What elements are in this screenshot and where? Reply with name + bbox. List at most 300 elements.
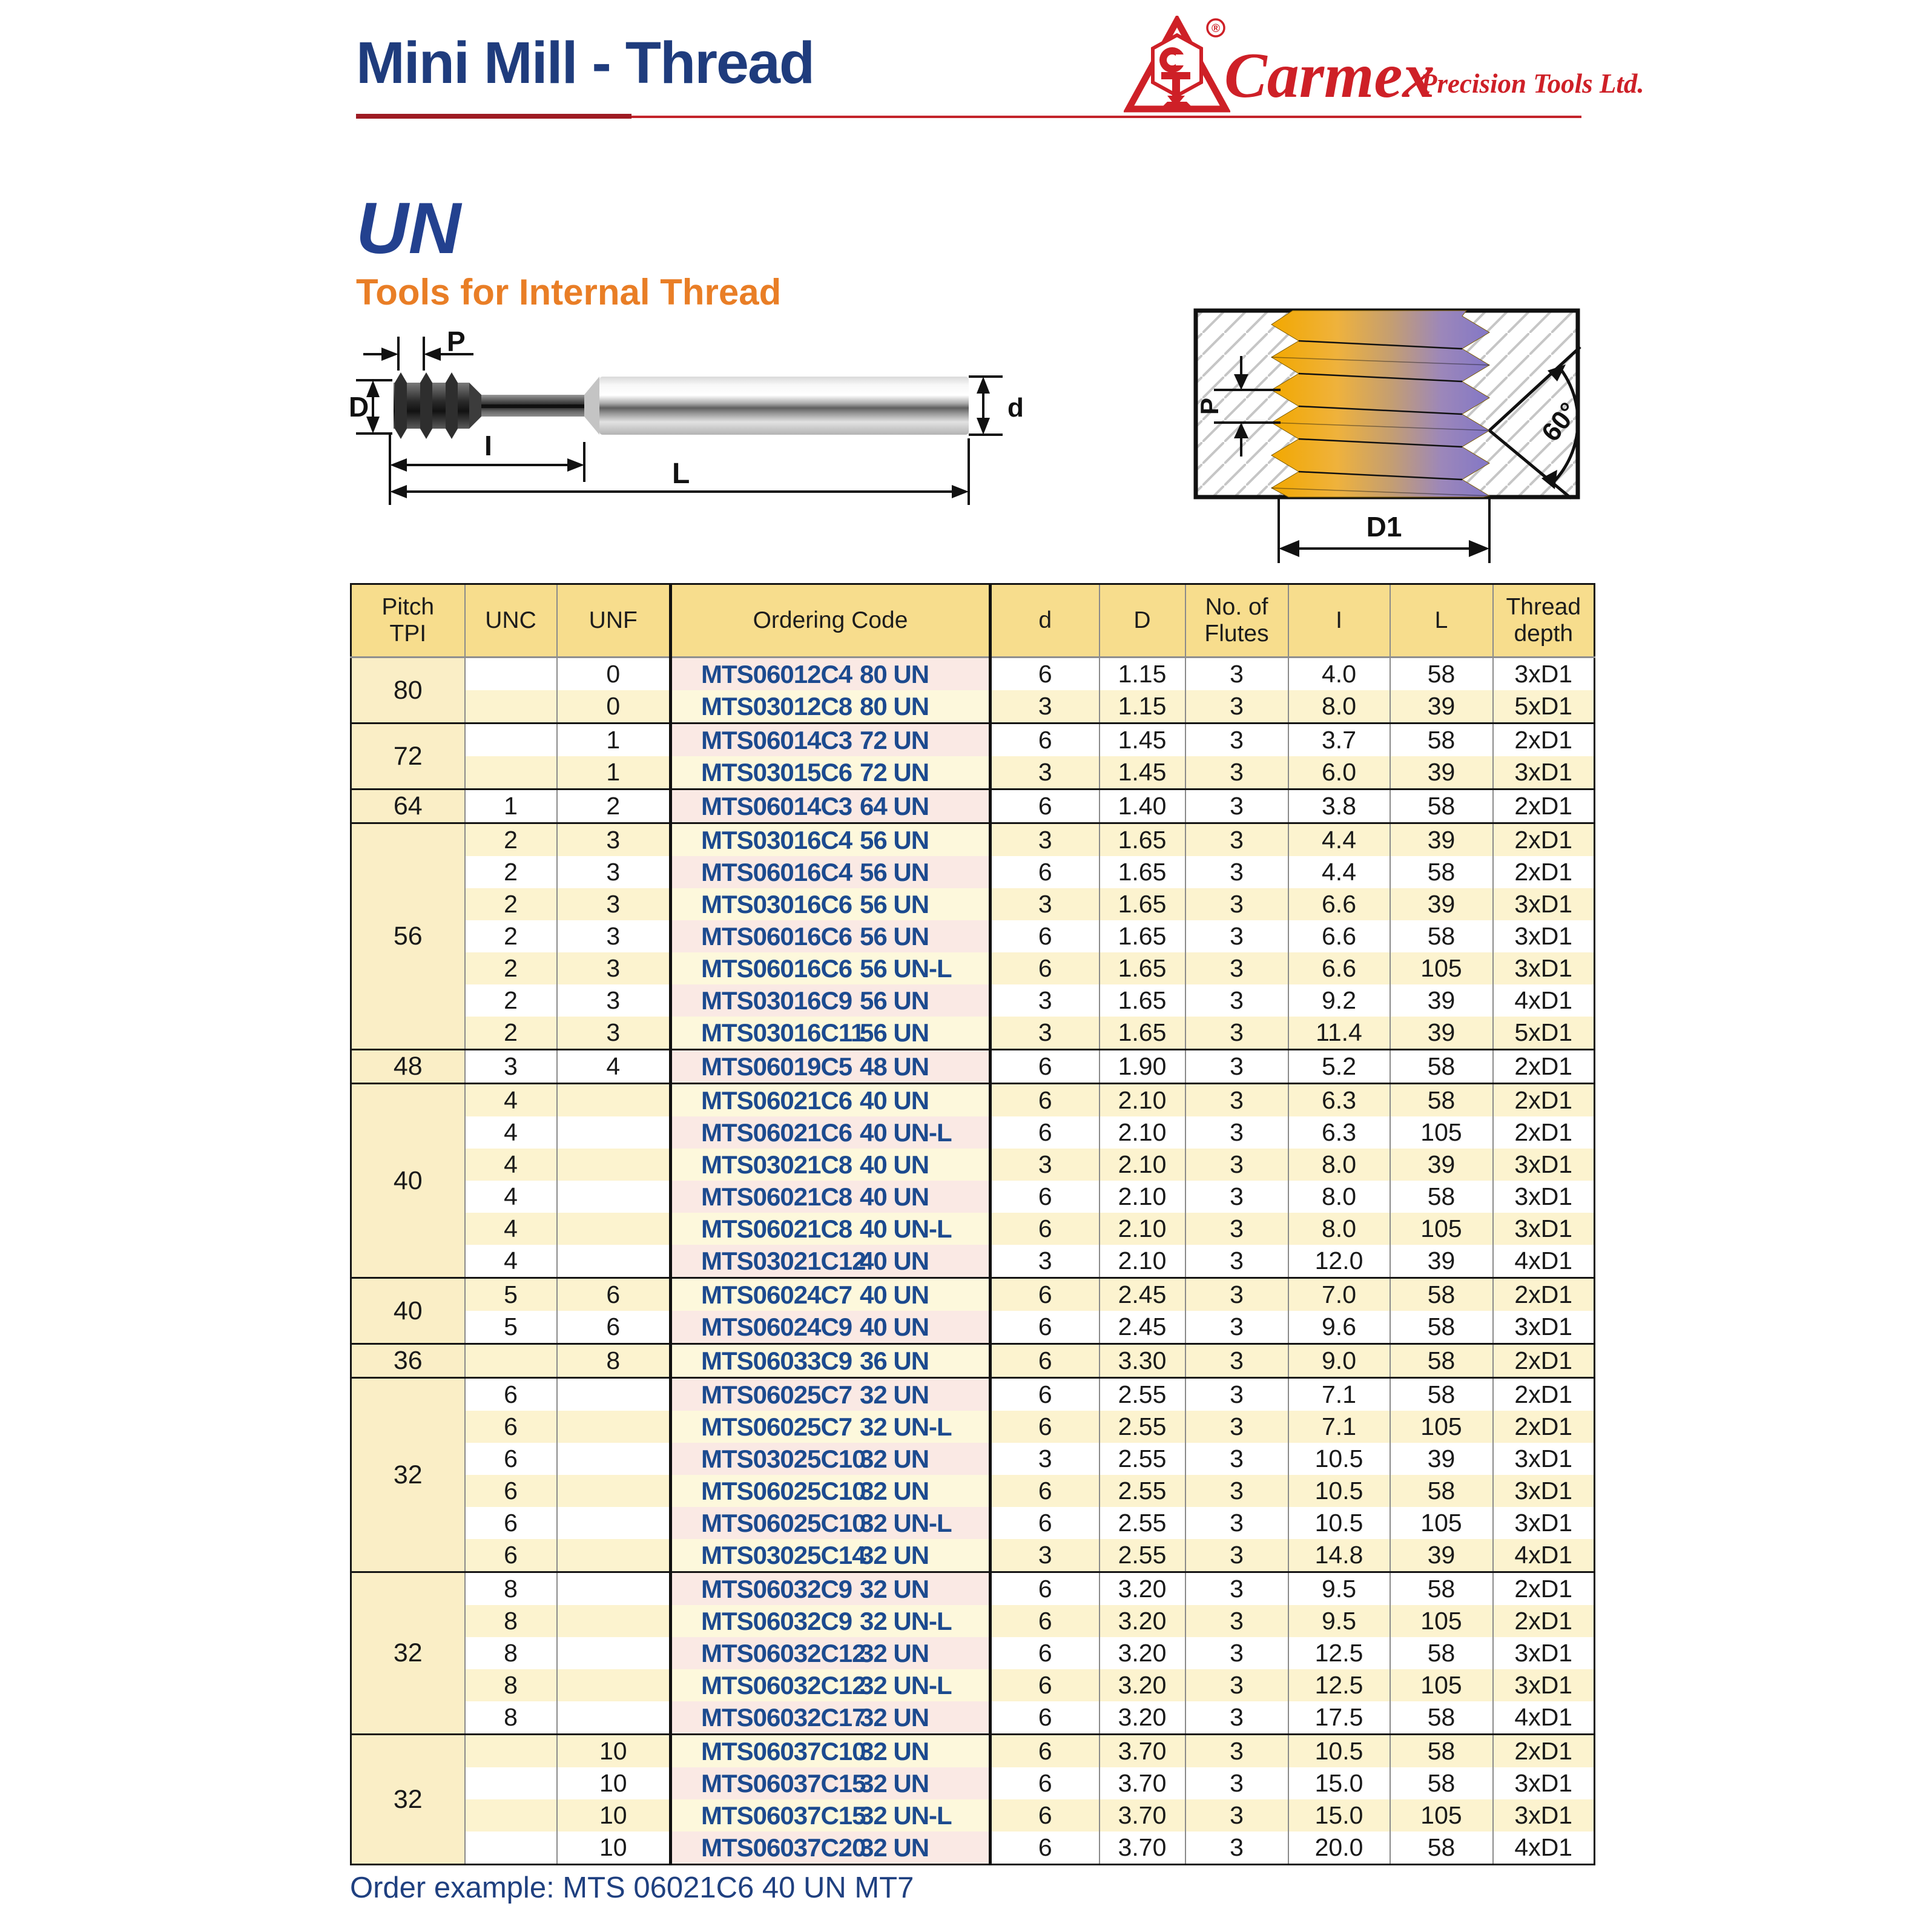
overall-length-cell: 39 — [1390, 690, 1493, 724]
flutes-cell: 3 — [1185, 1017, 1288, 1050]
flutes-cell: 3 — [1185, 1572, 1288, 1606]
unc-cell: 2 — [465, 888, 557, 920]
cut-dia-cell: 3.20 — [1100, 1701, 1185, 1735]
cut-dia-cell: 1.15 — [1100, 690, 1185, 724]
flutes-cell: 3 — [1185, 1475, 1288, 1507]
thread-designation: 56 UN — [860, 857, 929, 886]
ordering-code-cell — [671, 1539, 991, 1572]
overall-length-cell: 58 — [1390, 1637, 1493, 1669]
header-cell — [1493, 584, 1595, 658]
cut-dia-cell: 2.10 — [1100, 1084, 1185, 1117]
cut-dia-cell: 3.20 — [1100, 1605, 1185, 1637]
thread-designation: 80 UN — [860, 659, 929, 688]
flutes-cell: 3 — [1185, 1637, 1288, 1669]
overall-length-cell: 39 — [1390, 1245, 1493, 1278]
shank-dia-cell: 3 — [991, 984, 1100, 1017]
thread-depth-cell: 2xD1 — [1493, 1278, 1595, 1311]
tool-shank — [599, 377, 969, 435]
thread-depth-cell: 3xD1 — [1493, 1507, 1595, 1539]
cut-length-cell: 10.5 — [1288, 1475, 1390, 1507]
overall-length-cell: 105 — [1390, 952, 1493, 984]
unc-cell: 2 — [465, 952, 557, 984]
cut-length-cell: 4.0 — [1288, 658, 1390, 691]
header-line: No. of — [1205, 593, 1268, 620]
unf-cell: 8 — [557, 1344, 671, 1378]
ordering-code-cell — [671, 690, 991, 724]
overall-length-cell: 58 — [1390, 1572, 1493, 1606]
ordering-code-cell — [671, 790, 991, 823]
cut-dia-cell: 3.30 — [1100, 1344, 1185, 1378]
ordering-code: MTS03025C14 — [701, 1540, 866, 1569]
cut-length-cell: 5.2 — [1288, 1050, 1390, 1084]
table-row — [351, 1116, 1595, 1149]
unc-cell: 8 — [465, 1701, 557, 1735]
table-row — [351, 1378, 1595, 1411]
ordering-code-cell — [671, 1669, 991, 1701]
unc-cell: 2 — [465, 984, 557, 1017]
shank-dia-cell: 6 — [991, 1378, 1100, 1411]
cut-length-cell: 3.8 — [1288, 790, 1390, 823]
pitch-cell: 64 — [351, 790, 465, 823]
unc-cell: 5 — [465, 1278, 557, 1311]
unf-cell — [557, 1411, 671, 1443]
overall-length-cell: 58 — [1390, 1831, 1493, 1865]
cut-length-cell: 10.5 — [1288, 1735, 1390, 1768]
overall-length-cell: 105 — [1390, 1213, 1493, 1245]
unc-cell — [465, 1344, 557, 1378]
cut-length-cell: 10.5 — [1288, 1507, 1390, 1539]
table-row — [351, 920, 1595, 952]
thread-depth-cell: 3xD1 — [1493, 1637, 1595, 1669]
thread-designation: 72 UN — [860, 757, 929, 786]
spec-table-body — [351, 658, 1595, 1865]
profile-pitch-label: P — [1195, 397, 1224, 415]
overall-length-cell: 58 — [1390, 790, 1493, 823]
ordering-code: MTS06012C4 — [701, 659, 852, 688]
thread-depth-cell: 3xD1 — [1493, 1799, 1595, 1831]
cut-dia-cell: 2.10 — [1100, 1245, 1185, 1278]
table-row — [351, 724, 1595, 757]
cut-length-cell: 8.0 — [1288, 1213, 1390, 1245]
cut-dia-cell: 3.70 — [1100, 1767, 1185, 1799]
thread-depth-cell: 3xD1 — [1493, 1669, 1595, 1701]
cut-length-cell: 10.5 — [1288, 1443, 1390, 1475]
ordering-code-cell — [671, 856, 991, 888]
thread-depth-cell: 3xD1 — [1493, 888, 1595, 920]
cut-length-cell: 9.2 — [1288, 984, 1390, 1017]
cut-dia-cell: 1.40 — [1100, 790, 1185, 823]
table-row — [351, 1443, 1595, 1475]
thread-depth-cell: 3xD1 — [1493, 658, 1595, 691]
header-line: Flutes — [1204, 621, 1269, 647]
flutes-cell: 3 — [1185, 658, 1288, 691]
unc-cell — [465, 1799, 557, 1831]
unc-cell: 6 — [465, 1378, 557, 1411]
thread-depth-cell: 2xD1 — [1493, 1378, 1595, 1411]
overall-length-cell: 58 — [1390, 724, 1493, 757]
flutes-cell: 3 — [1185, 756, 1288, 790]
table-row — [351, 1084, 1595, 1117]
table-row — [351, 690, 1595, 724]
ordering-code-cell — [671, 1084, 991, 1117]
ordering-code: MTS06025C10 — [701, 1508, 866, 1537]
unc-cell: 4 — [465, 1213, 557, 1245]
shank-dia-cell: 6 — [991, 1411, 1100, 1443]
table-row — [351, 1213, 1595, 1245]
unc-cell: 6 — [465, 1443, 557, 1475]
shank-dia-cell: 6 — [991, 1181, 1100, 1213]
ordering-code: MTS06016C4 — [701, 857, 852, 886]
thread-designation: 32 UN-L — [860, 1606, 952, 1635]
ordering-code: MTS06021C6 — [701, 1086, 852, 1115]
thread-depth-cell: 3xD1 — [1493, 756, 1595, 790]
unf-cell: 4 — [557, 1050, 671, 1084]
cut-length-cell: 9.5 — [1288, 1572, 1390, 1606]
header-cell — [557, 584, 671, 658]
overall-length-cell: 39 — [1390, 823, 1493, 857]
ordering-code-cell — [671, 1213, 991, 1245]
cut-length-cell: 6.3 — [1288, 1084, 1390, 1117]
ordering-code-cell — [671, 1411, 991, 1443]
thread-depth-cell: 3xD1 — [1493, 920, 1595, 952]
unf-cell: 3 — [557, 984, 671, 1017]
pitch-cell: 40 — [351, 1084, 465, 1278]
shank-dia-cell: 6 — [991, 1116, 1100, 1149]
thread-designation: 32 UN — [860, 1638, 929, 1667]
ordering-code: MTS03021C12 — [701, 1246, 866, 1275]
flutes-cell: 3 — [1185, 1050, 1288, 1084]
table-row — [351, 952, 1595, 984]
thread-designation: 56 UN — [860, 889, 929, 918]
ordering-code-cell — [671, 1116, 991, 1149]
ordering-code: MTS03016C11 — [701, 1018, 865, 1047]
flutes-cell: 3 — [1185, 1767, 1288, 1799]
shank-dia-cell: 6 — [991, 920, 1100, 952]
ordering-code-cell — [671, 1637, 991, 1669]
carmex-logo-icon — [1124, 16, 1230, 117]
header-line: Thread — [1506, 593, 1581, 620]
flutes-cell: 3 — [1185, 1116, 1288, 1149]
thread-depth-cell: 2xD1 — [1493, 1050, 1595, 1084]
unc-cell: 6 — [465, 1539, 557, 1572]
pitch-cell: 36 — [351, 1344, 465, 1378]
ordering-code: MTS06032C9 — [701, 1574, 852, 1603]
thread-depth-cell: 2xD1 — [1493, 856, 1595, 888]
ordering-code-cell — [671, 1311, 991, 1344]
thread-designation: 48 UN — [860, 1052, 929, 1081]
shank-dia-cell: 6 — [991, 790, 1100, 823]
thread-designation: 32 UN-L — [860, 1801, 952, 1830]
registered-mark: ® — [1212, 22, 1220, 35]
ordering-code-cell — [671, 1245, 991, 1278]
cut-length-cell: 17.5 — [1288, 1701, 1390, 1735]
overall-length-cell: 39 — [1390, 888, 1493, 920]
thread-designation: 32 UN — [860, 1444, 929, 1473]
table-row — [351, 823, 1595, 857]
overall-length-cell: 58 — [1390, 1767, 1493, 1799]
unc-cell: 4 — [465, 1149, 557, 1181]
overall-length-cell: 39 — [1390, 1539, 1493, 1572]
thread-depth-cell: 3xD1 — [1493, 1443, 1595, 1475]
thread-designation: 64 UN — [860, 791, 929, 820]
thread-designation: 32 UN — [860, 1380, 929, 1409]
overall-length-cell: 39 — [1390, 1443, 1493, 1475]
cut-dia-cell: 1.65 — [1100, 952, 1185, 984]
unc-cell — [465, 690, 557, 724]
flutes-cell: 3 — [1185, 1735, 1288, 1768]
shank-dia-cell: 6 — [991, 856, 1100, 888]
overall-length-cell: 58 — [1390, 658, 1493, 691]
header-cell — [351, 584, 465, 658]
ordering-code-cell — [671, 724, 991, 757]
cut-dia-cell: 1.65 — [1100, 920, 1185, 952]
table-row — [351, 1831, 1595, 1865]
ordering-code: MTS03016C9 — [701, 986, 852, 1015]
header-line: UNF — [589, 607, 638, 633]
unc-cell: 4 — [465, 1181, 557, 1213]
overall-length-cell: 58 — [1390, 1278, 1493, 1311]
thread-depth-cell: 3xD1 — [1493, 1475, 1595, 1507]
cut-dia-cell: 1.45 — [1100, 756, 1185, 790]
cut-dia-cell: 3.20 — [1100, 1669, 1185, 1701]
shank-dia-cell: 3 — [991, 888, 1100, 920]
cut-dia-cell: 2.10 — [1100, 1213, 1185, 1245]
unf-cell — [557, 1572, 671, 1606]
thread-depth-cell: 4xD1 — [1493, 1701, 1595, 1735]
spec-table — [350, 583, 1595, 1865]
ordering-code: MTS06025C10 — [701, 1476, 866, 1505]
flutes-cell: 3 — [1185, 1669, 1288, 1701]
thread-depth-cell: 3xD1 — [1493, 1149, 1595, 1181]
ordering-code: MTS06016C6 — [701, 954, 852, 983]
unc-cell: 4 — [465, 1116, 557, 1149]
thread-designation: 40 UN-L — [860, 1118, 952, 1147]
shank-dia-cell: 3 — [991, 1245, 1100, 1278]
flutes-cell: 3 — [1185, 1311, 1288, 1344]
unf-cell — [557, 1213, 671, 1245]
ordering-code-cell — [671, 1475, 991, 1507]
shank-dia-cell: 6 — [991, 1084, 1100, 1117]
header-line: I — [1336, 607, 1342, 633]
overall-length-cell: 58 — [1390, 1701, 1493, 1735]
overall-length-cell: 58 — [1390, 1084, 1493, 1117]
pitch-cell: 32 — [351, 1378, 465, 1572]
unf-cell — [557, 1605, 671, 1637]
cut-dia-cell: 2.55 — [1100, 1507, 1185, 1539]
pitch-cell: 56 — [351, 823, 465, 1050]
unc-cell: 1 — [465, 790, 557, 823]
unc-cell: 2 — [465, 1017, 557, 1050]
flutes-cell: 3 — [1185, 984, 1288, 1017]
shank-dia-cell: 6 — [991, 1344, 1100, 1378]
table-row — [351, 1344, 1595, 1378]
pitch-cell: 48 — [351, 1050, 465, 1084]
header-line: UNC — [485, 607, 536, 633]
cut-dia-cell: 3.70 — [1100, 1735, 1185, 1768]
table-row — [351, 1278, 1595, 1311]
thread-designation: 40 UN — [860, 1246, 929, 1275]
pitch-dim-label: P — [447, 326, 466, 357]
unf-cell — [557, 1637, 671, 1669]
cut-length-cell: 15.0 — [1288, 1767, 1390, 1799]
thread-designation: 32 UN-L — [860, 1670, 952, 1700]
thread-depth-cell: 3xD1 — [1493, 1767, 1595, 1799]
overall-length-cell: 58 — [1390, 1344, 1493, 1378]
cut-dia-cell: 1.65 — [1100, 856, 1185, 888]
page-subtitle: Tools for Internal Thread — [356, 272, 782, 312]
thread-designation: 32 UN — [860, 1476, 929, 1505]
shank-dia-cell: 6 — [991, 724, 1100, 757]
ordering-code-cell — [671, 1701, 991, 1735]
cut-length-cell: 9.0 — [1288, 1344, 1390, 1378]
ordering-code: MTS03016C4 — [701, 825, 852, 854]
flutes-cell: 3 — [1185, 1378, 1288, 1411]
ordering-code: MTS06032C17 — [701, 1703, 866, 1732]
thread-depth-cell: 2xD1 — [1493, 1411, 1595, 1443]
table-row — [351, 1411, 1595, 1443]
ordering-code: MTS06033C9 — [701, 1346, 852, 1375]
ordering-code-cell — [671, 1378, 991, 1411]
header-cell — [991, 584, 1100, 658]
shank-diameter-label: d — [1007, 393, 1024, 423]
unf-cell: 10 — [557, 1735, 671, 1768]
unc-cell: 8 — [465, 1669, 557, 1701]
overall-length-cell: 105 — [1390, 1507, 1493, 1539]
thread-depth-cell: 2xD1 — [1493, 1344, 1595, 1378]
ordering-code-cell — [671, 658, 991, 691]
unf-cell: 10 — [557, 1767, 671, 1799]
thread-designation: 56 UN — [860, 1018, 929, 1047]
overall-length-cell: 39 — [1390, 1149, 1493, 1181]
ordering-code: MTS06037C10 — [701, 1736, 866, 1766]
cut-length-cell: 7.1 — [1288, 1378, 1390, 1411]
ordering-code: MTS06024C7 — [701, 1280, 852, 1309]
unf-cell: 3 — [557, 920, 671, 952]
thread-depth-cell: 3xD1 — [1493, 952, 1595, 984]
table-row — [351, 1701, 1595, 1735]
cut-length-cell: 4.4 — [1288, 823, 1390, 857]
ordering-code: MTS06032C12 — [701, 1638, 866, 1667]
shank-dia-cell: 6 — [991, 1213, 1100, 1245]
cut-length-label: I — [484, 430, 492, 461]
unc-cell: 2 — [465, 823, 557, 857]
ordering-code-cell — [671, 1344, 991, 1378]
thread-designation: 40 UN-L — [860, 1214, 952, 1243]
thread-depth-cell: 2xD1 — [1493, 1116, 1595, 1149]
thread-designation: 32 UN — [860, 1540, 929, 1569]
cut-dia-cell: 2.55 — [1100, 1411, 1185, 1443]
ordering-code-cell — [671, 1767, 991, 1799]
unf-cell — [557, 1084, 671, 1117]
ordering-code-cell — [671, 1735, 991, 1768]
shank-dia-cell: 3 — [991, 690, 1100, 724]
brand-tagline: Precision Tools Ltd. — [1420, 68, 1644, 99]
table-row — [351, 888, 1595, 920]
overall-length-cell: 39 — [1390, 984, 1493, 1017]
unf-cell: 0 — [557, 658, 671, 691]
table-row — [351, 984, 1595, 1017]
thread-designation: 40 UN — [860, 1182, 929, 1211]
thread-depth-cell: 2xD1 — [1493, 1735, 1595, 1768]
ordering-code: MTS06024C9 — [701, 1312, 852, 1341]
cut-length-cell: 8.0 — [1288, 690, 1390, 724]
table-row — [351, 1245, 1595, 1278]
ordering-code: MTS06014C3 — [701, 725, 852, 754]
cut-dia-cell: 2.55 — [1100, 1378, 1185, 1411]
header-cell — [1100, 584, 1185, 658]
thread-depth-cell: 3xD1 — [1493, 1213, 1595, 1245]
cut-length-cell: 14.8 — [1288, 1539, 1390, 1572]
table-row — [351, 1605, 1595, 1637]
flutes-cell: 3 — [1185, 1149, 1288, 1181]
ordering-code-cell — [671, 888, 991, 920]
ordering-code-cell — [671, 1831, 991, 1865]
tool-dimension-diagram — [339, 321, 1041, 521]
thread-designation: 36 UN — [860, 1346, 929, 1375]
thread-depth-cell: 4xD1 — [1493, 984, 1595, 1017]
thread-designation: 32 UN — [860, 1736, 929, 1766]
thread-depth-cell: 3xD1 — [1493, 1181, 1595, 1213]
unc-cell: 6 — [465, 1411, 557, 1443]
order-example: Order example: MTS 06021C6 40 UN MT7 — [350, 1871, 914, 1904]
unc-cell: 8 — [465, 1572, 557, 1606]
unf-cell — [557, 1701, 671, 1735]
thread-designation: 56 UN — [860, 986, 929, 1015]
spec-table-header — [351, 584, 1595, 658]
header-cell — [1185, 584, 1288, 658]
header-line: D — [1133, 607, 1151, 633]
ordering-code: MTS03021C8 — [701, 1150, 852, 1179]
flutes-cell: 3 — [1185, 1701, 1288, 1735]
unc-cell: 5 — [465, 1311, 557, 1344]
flutes-cell: 3 — [1185, 1411, 1288, 1443]
header-cell — [465, 584, 557, 658]
header-line: d — [1038, 607, 1052, 633]
thread-designation: 32 UN — [860, 1703, 929, 1732]
shank-dia-cell: 6 — [991, 1701, 1100, 1735]
unf-cell: 3 — [557, 823, 671, 857]
ordering-code: MTS06032C9 — [701, 1606, 852, 1635]
ordering-code: MTS06032C12 — [701, 1670, 866, 1700]
internal-thread — [1271, 311, 1489, 497]
ordering-code: MTS06021C6 — [701, 1118, 852, 1147]
thread-designation: 56 UN — [860, 825, 929, 854]
header-cell — [1288, 584, 1390, 658]
overall-length-cell: 105 — [1390, 1669, 1493, 1701]
unf-cell: 0 — [557, 690, 671, 724]
flutes-cell: 3 — [1185, 690, 1288, 724]
cut-dia-cell: 3.20 — [1100, 1637, 1185, 1669]
cut-length-cell: 6.3 — [1288, 1116, 1390, 1149]
shank-dia-cell: 6 — [991, 1050, 1100, 1084]
shank-dia-cell: 6 — [991, 1831, 1100, 1865]
cut-length-cell: 6.6 — [1288, 952, 1390, 984]
tool-thread-teeth — [395, 372, 458, 439]
table-row — [351, 1669, 1595, 1701]
flutes-cell: 3 — [1185, 952, 1288, 984]
flutes-cell: 3 — [1185, 1831, 1288, 1865]
cut-length-cell: 11.4 — [1288, 1017, 1390, 1050]
cut-length-cell: 9.5 — [1288, 1605, 1390, 1637]
ordering-code-cell — [671, 823, 991, 857]
shank-dia-cell: 3 — [991, 1149, 1100, 1181]
cut-dia-cell: 1.65 — [1100, 888, 1185, 920]
series-heading: UN — [356, 188, 461, 269]
shank-dia-cell: 6 — [991, 1311, 1100, 1344]
thread-depth-cell: 2xD1 — [1493, 1084, 1595, 1117]
cut-dia-cell: 2.55 — [1100, 1539, 1185, 1572]
shank-dia-cell: 3 — [991, 756, 1100, 790]
